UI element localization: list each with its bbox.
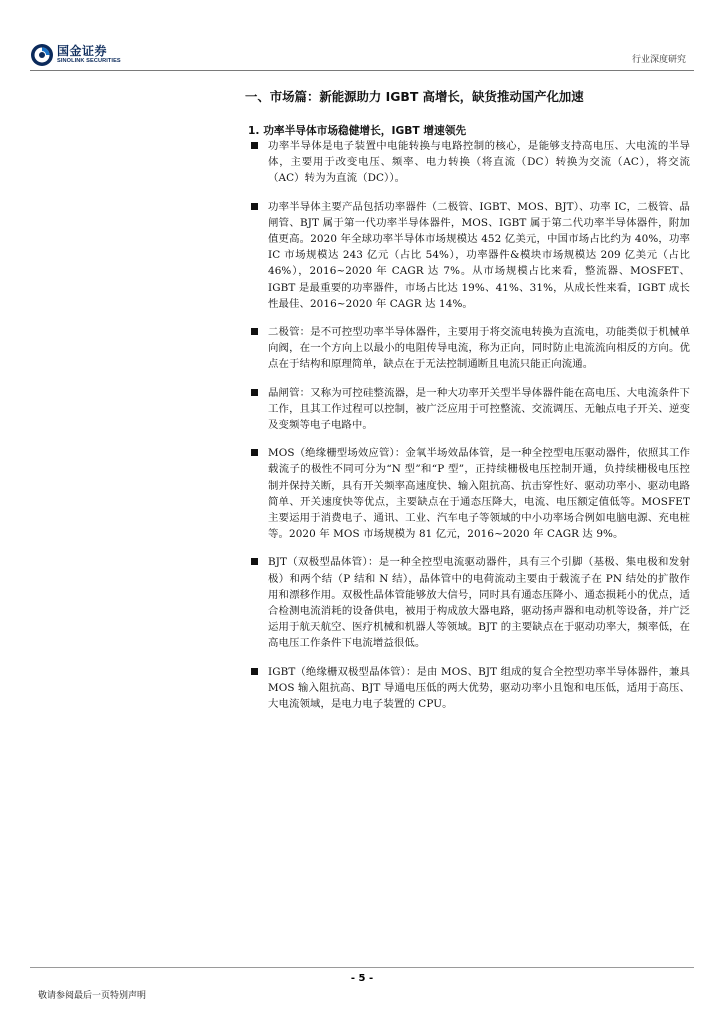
bullet-list	[240, 138, 690, 724]
page-header	[0, 0, 724, 72]
company-logo	[30, 42, 121, 68]
bullet-square-icon	[251, 142, 258, 149]
footer-divider	[30, 967, 694, 968]
bullet-square-icon	[251, 558, 258, 565]
paragraph-text: BJT（双极型晶体管）：是一种全控型电流驱动器件，具有三个引脚（基极、集电极和发射极）和两个结（P 结和 N 结），晶体管中的电荷流动主要由于载流子在 PN 结处的扩散作用和漂移作用。双极性晶体管能够放大信号，同时具有通态压降小、通态损耗小的优点，适合检测电流消耗的设备供电，被用于构成放大器电路，驱动扬声器和电动机等设备，并广泛运用于航天航空、医疗机械和机器人等领域。BJT 的主要缺点在于驱动功率大，频率低，在高电压工作条件下电流增益很低。	[268, 556, 690, 650]
page-number: - 5 -	[350, 973, 374, 984]
list-item	[240, 138, 690, 187]
header-divider	[30, 70, 694, 71]
footer-disclaimer: 敬请参阅最后一页特别声明	[38, 991, 147, 1001]
section-heading-block	[240, 88, 690, 138]
list-item	[240, 199, 690, 312]
logo-chinese-name: 国金证券	[57, 44, 108, 59]
bullet-square-icon	[251, 389, 258, 396]
section-title: 一、市场篇：新能源助力 IGBT 高增长，缺货推动国产化加速	[245, 89, 584, 104]
sinolink-logo-icon	[30, 43, 54, 67]
bullet-square-icon	[251, 668, 258, 675]
paragraph-text: 功率半导体主要产品包括功率器件（二极管、IGBT、MOS、BJT）、功率 IC，二极管、晶闸管、BJT 属于第一代功率半导体器件，MOS、IGBT 属于第二代功率半导体器件，附加值更高。2020 年全球功率半导体市场规模达 452 亿美元，中国市场占比约为 40%，功率 IC 市场规模达 243 亿元（占比 54%），功率器件&模块市场规模达 209 亿美元（占比 46%），2016~2020 年 CAGR 达 7%。从市场规模占比来看，整流器、MOSFET、IGBT 是最重要的功率器件，市场占比达 19%、41%、31%，从成长性来看，IGBT 成长性最佳、2016~2020 年 CAGR 达 14%。	[268, 200, 690, 310]
paragraph-text: IGBT（绝缘栅双极型晶体管）：是由 MOS、BJT 组成的复合全控型功率半导体器件，兼具 MOS 输入阻抗高、BJT 导通电压低的两大优势，驱动功率小且饱和电压低，适用于高压、大电流领域，是电力电子装置的 CPU。	[268, 665, 690, 711]
list-item	[240, 385, 690, 434]
list-item	[240, 445, 690, 542]
paragraph-text: MOS（绝缘栅型场效应管）：金氧半场效晶体管，是一种全控型电压驱动器件，依照其工作载流子的极性不同可分为“N 型”和“P 型”，正持续栅极电压控制开通，负持续栅极电压控制并保持关断，具有开关频率高速度快、输入阻抗高、抗击穿性好、驱动功率小、驱动电路简单、开关速度快等优点，主要缺点在于通态压降大，电流、电压额定值低等。MOSFET 主要运用于消费电子、通讯、工业、汽车电子等领域的中小功率场合例如电脑电源、充电桩等。2020 年 MOS 市场规模为 81 亿元，2016~2020 年 CAGR 达 9%。	[268, 447, 690, 541]
bullet-square-icon	[251, 328, 258, 335]
list-item	[240, 324, 690, 373]
list-item	[240, 664, 690, 713]
bullet-square-icon	[251, 449, 258, 456]
report-type-label: 行业深度研究	[631, 55, 686, 65]
section-subtitle: 1. 功率半导体市场稳健增长，IGBT 增速领先	[248, 124, 467, 137]
bullet-square-icon	[251, 203, 258, 210]
paragraph-text: 二极管：是不可控型功率半导体器件，主要用于将交流电转换为直流电，功能类似于机械单向阀，在一个方向上以最小的电阻传导电流，称为正向，同时防止电流流向相反的方向。优点在于结构和原理简单，缺点在于无法控制通断且电流只能正向流通。	[268, 326, 690, 371]
paragraph-text: 晶闸管：又称为可控硅整流器，是一种大功率开关型半导体器件能在高电压、大电流条件下工作，且其工作过程可以控制，被广泛应用于可控整流、交流调压、无触点电子开关、逆变及变频等电子电路中。	[268, 386, 690, 432]
logo-english-name: SINOLINK SECURITIES	[57, 58, 121, 65]
list-item	[240, 554, 690, 651]
paragraph-text: 功率半导体是电子装置中电能转换与电路控制的核心，是能够支持高电压、大电流的半导体，主要用于改变电压、频率、电力转换（将直流（DC）转换为交流（AC），将交流（AC）转为为直流（DC））。	[268, 140, 690, 185]
